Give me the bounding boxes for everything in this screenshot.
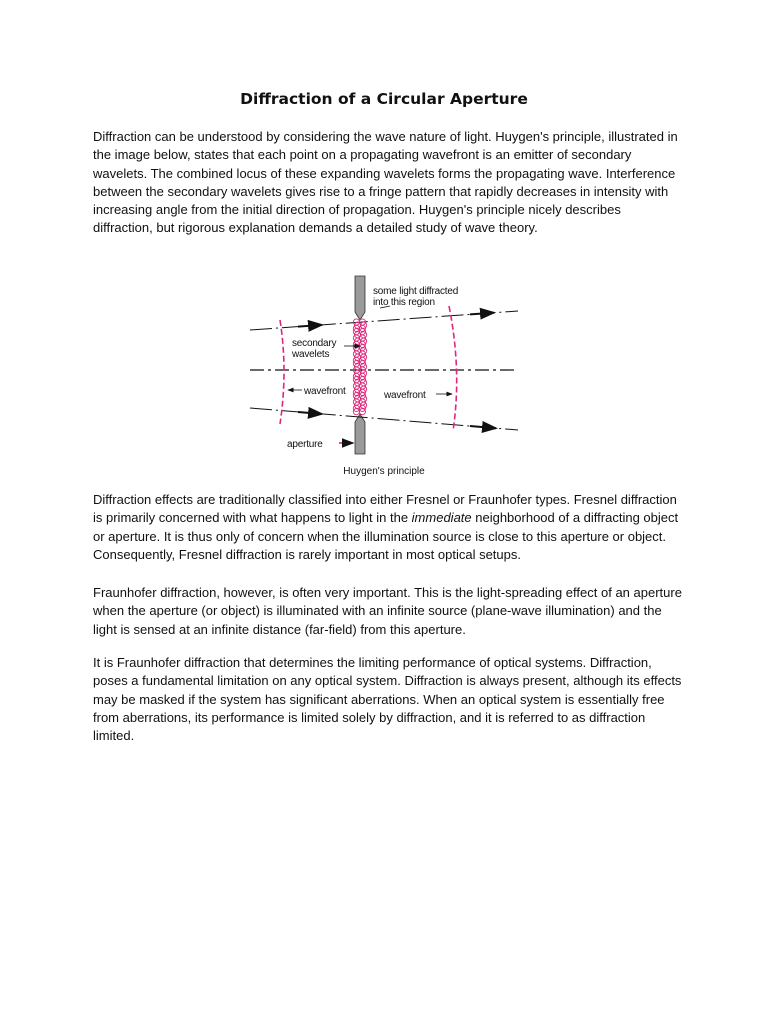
document-title: Diffraction of a Circular Aperture — [240, 90, 528, 108]
huygens-diagram — [240, 276, 530, 456]
label-aperture: aperture — [287, 439, 323, 450]
lower-ray-arrow-left — [298, 412, 322, 414]
aperture-lower-plate — [355, 414, 365, 454]
paragraph-fresnel-emphasis: immediate — [411, 510, 472, 526]
label-diffracted-line2: into this region — [373, 297, 435, 308]
huygens-principle-figure — [240, 276, 530, 456]
secondary-wavelets-column — [353, 319, 366, 415]
paragraph-fresnel-text-end: neighborhood of a diffracting object or aperture. It is thus only of concern when the illumination source is close to this aperture or object. Consequently, Fresnel diffraction is rarely important in most optical setups. — [93, 510, 679, 562]
label-wavefront-right: wavefront — [384, 390, 426, 401]
label-secondary-line2: wavelets — [292, 349, 330, 360]
aperture-upper-plate — [355, 276, 365, 320]
figure-caption: Huygen's principle — [343, 466, 425, 477]
label-diffracted-line1: some light diffracted — [373, 286, 459, 297]
right-wavefront-arc — [449, 306, 457, 431]
upper-ray-arrow-left — [298, 325, 322, 327]
paragraph-fresnel — [93, 491, 683, 564]
paragraph-fraunhofer: Fraunhofer diffraction, however, is often very important. This is the light-spreading effect of an aperture when the aperture (or object) is illuminated with an infinite source (plane-wave illumination) and the light is sensed at an infinite distance (far-field) from this aperture. — [93, 585, 682, 637]
upper-ray-arrow-right — [470, 313, 494, 315]
label-secondary-line1: secondary — [292, 338, 337, 349]
label-wavefront-left: wavefront — [304, 386, 346, 397]
paragraph-fresnel-text-start: Diffraction effects are traditionally classified into either Fresnel or Fraunhofer types. Fresnel diffraction is primarily concerned with what happens to light in the — [93, 492, 677, 526]
left-wavefront-arc — [280, 320, 284, 424]
paragraph-huygens-intro: Diffraction can be understood by considering the wave nature of light. Huygen's principle, illustrated in the image below, states that each point on a propagating wavefront is an emitter of secondary wavelets. The combined locus of these expanding wavelets forms the propagating wave. Interference between the secondary wavelets gives rise to a fringe pattern that rapidly decreases in intensity with increasing angle from the initial direction of propagation. Huygen's principle nicely describes diffraction, but rigorous explanation demands a detailed study of wave theory. — [93, 129, 678, 236]
lower-ray-arrow-right — [470, 426, 496, 428]
paragraph-diffraction-limited: It is Fraunhofer diffraction that determines the limiting performance of optical systems. Diffraction, poses a fundamental limitation on any optical system. Diffraction is always present, although its effects may be masked if the system has significant aberrations. When an optical system is essentially free from aberrations, its performance is limited solely by diffraction, and it is referred to as diffraction limited. — [93, 655, 682, 744]
